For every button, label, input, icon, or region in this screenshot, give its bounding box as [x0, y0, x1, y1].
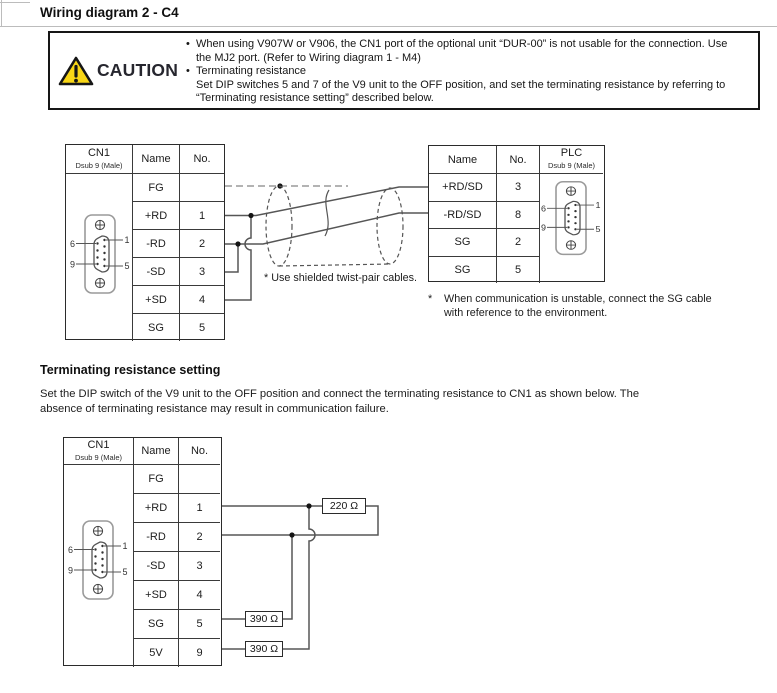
signal-name: SG — [132, 313, 179, 341]
pin-no: 9 — [178, 638, 220, 667]
note-asterisk: * — [428, 293, 433, 305]
junction-dot — [248, 213, 253, 218]
pin-no: 4 — [178, 580, 220, 609]
cn1-subtitle: Dsub 9 (Male) — [74, 452, 123, 462]
caution-line: Terminating resistance — [196, 65, 307, 77]
cn1-table-2 — [63, 437, 222, 666]
sg-note-line2: with reference to the environment. — [444, 307, 608, 319]
caution-label: CAUTION — [96, 60, 179, 80]
signal-name: -RD — [133, 522, 178, 551]
signal-name: SG — [429, 228, 496, 256]
pin-no: 2 — [178, 522, 220, 551]
minus-rd-wire — [225, 213, 428, 244]
signal-name: -RD — [132, 229, 179, 257]
plus-sd-jumper — [225, 216, 251, 301]
section-heading: Terminating resistance setting — [40, 363, 221, 377]
section-body-line1: Set the DIP switch of the V9 unit to the OFF position and connect the terminating resistance to CN1 as shown below. The — [40, 388, 640, 400]
shield-bottom-line — [279, 264, 390, 266]
pin-no: 3 — [179, 257, 224, 285]
plus-rd-390-link — [283, 506, 315, 649]
minus-sd-jumper — [225, 244, 238, 272]
connector-cell — [64, 464, 133, 667]
col-header-no: No. — [496, 146, 539, 173]
signal-name: FG — [132, 173, 179, 201]
cn1-table — [65, 144, 225, 340]
pin-no — [178, 464, 220, 493]
signal-name: +SD — [133, 580, 178, 609]
section-body-line2: absence of terminating resistance may result in communication failure. — [40, 403, 389, 415]
page-edge-top — [0, 2, 30, 3]
sg-note-line1: When communication is unstable, connect the SG cable — [444, 293, 712, 305]
col-header-name: Name — [133, 438, 178, 464]
connector-cell — [66, 173, 132, 341]
caution-line: Set DIP switches 5 and 7 of the V9 unit to the OFF position, and set the terminating resistance by referring to — [196, 78, 726, 91]
pin-no: 5 — [179, 313, 224, 341]
title-rule — [0, 26, 777, 27]
plc-header — [539, 146, 603, 173]
signal-name: -RD/SD — [429, 201, 496, 229]
plc-subtitle: Dsub 9 (Male) — [547, 161, 596, 170]
twist-mark — [325, 190, 329, 236]
pin-no — [179, 173, 224, 201]
caution-box — [48, 31, 760, 110]
page-title: Wiring diagram 2 - C4 — [40, 5, 179, 20]
caution-triangle-icon — [58, 55, 94, 87]
pin-no: 2 — [179, 229, 224, 257]
signal-name: +SD — [132, 285, 179, 313]
junction-dot — [289, 532, 294, 537]
plc-title: PLC — [560, 147, 583, 159]
pin-no: 4 — [179, 285, 224, 313]
pin-no: 1 — [179, 201, 224, 229]
signal-name: SG — [429, 256, 496, 284]
cn1-title: CN1 — [87, 438, 110, 451]
cn1-header — [66, 145, 132, 173]
pin-no: 3 — [178, 551, 220, 580]
plc-table — [428, 145, 605, 282]
signal-name: FG — [133, 464, 178, 493]
resistor-390-sg: 390 Ω — [245, 611, 283, 627]
signal-name: +RD — [133, 493, 178, 522]
signal-name: -SD — [132, 257, 179, 285]
caution-text — [186, 33, 758, 108]
bullet-dot: • — [186, 65, 190, 77]
pin-no: 8 — [496, 201, 539, 229]
cn1-title: CN1 — [87, 146, 110, 159]
col-header-no: No. — [179, 145, 224, 173]
col-header-name: Name — [447, 153, 478, 166]
pin-no: 3 — [496, 173, 539, 201]
caution-icon-block — [50, 33, 186, 108]
shield-ellipse-right — [377, 188, 403, 264]
signal-name: SG — [133, 609, 178, 638]
signal-name: -SD — [133, 551, 178, 580]
cn1-subtitle: Dsub 9 (Male) — [75, 160, 123, 170]
resistor-390-5v: 390 Ω — [245, 641, 283, 657]
plus-rd-wire — [225, 187, 428, 216]
shield-ellipse-left — [266, 186, 292, 266]
page-edge-left — [1, 0, 2, 26]
signal-name: 5V — [133, 638, 178, 667]
signal-name: +RD/SD — [429, 173, 496, 201]
sg-note — [428, 293, 712, 305]
pin-no: 1 — [178, 493, 220, 522]
sg-note-cont — [428, 307, 607, 319]
junction-dot — [235, 241, 240, 246]
caution-line: “Terminating resistance setting” described below. — [196, 92, 434, 104]
col-header-name: Name — [132, 145, 179, 173]
caution-line: When using V907W or V906, the CN1 port of the optional unit “DUR-00” is not usable for the connection. Use — [196, 38, 728, 50]
resistor-220: 220 Ω — [322, 498, 366, 514]
cable-note: * Use shielded twist-pair cables. — [264, 272, 418, 284]
shield-junction-dot — [277, 183, 282, 188]
col-header-no: No. — [178, 438, 220, 464]
signal-name: +RD — [132, 201, 179, 229]
pin-no: 2 — [496, 228, 539, 256]
pin-no: 5 — [178, 609, 220, 638]
minus-rd-390-link — [283, 535, 292, 619]
connector-cell — [539, 173, 603, 283]
cn1-header — [64, 438, 133, 464]
junction-dot — [306, 503, 311, 508]
caution-line: the MJ2 port. (Refer to Wiring diagram 1 - M4) — [196, 51, 421, 64]
bullet-dot: • — [186, 38, 190, 50]
pin-no: 5 — [496, 256, 539, 284]
